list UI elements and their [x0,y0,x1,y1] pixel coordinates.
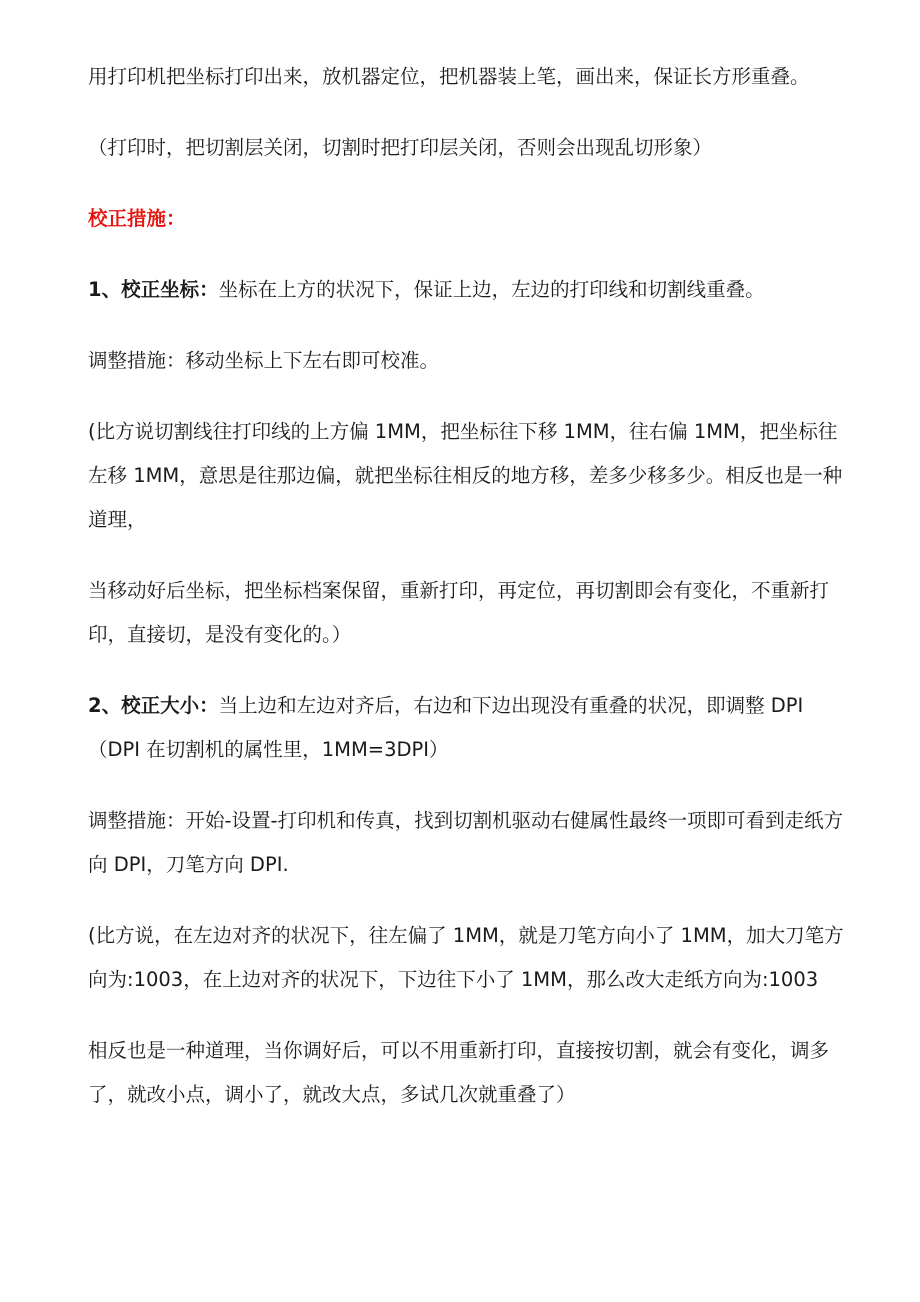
step-1-paragraph [88,268,848,312]
paragraph-layer-note: （打印时，把切割层关闭，切割时把打印层关闭，否则会出现乱切形象） [88,136,713,159]
document-page [88,55,848,1117]
step-1-text: 坐标在上方的状况下，保证上边，左边的打印线和切割线重叠。 [218,278,765,301]
step-1-adjust: 调整措施：移动坐标上下左右即可校准。 [88,349,440,372]
step-2-note: 相反也是一种道理，当你调好后，可以不用重新打印，直接按切割，就会有变化，调多了，就改小点，调小了，就改大点，多试几次就重叠了） [88,1039,830,1106]
step-2-paragraph [88,684,848,772]
step-1-note: 当移动好后坐标，把坐标档案保留，重新打印，再定位，再切割即会有变化，不重新打印，直接切，是没有变化的。） [88,579,830,646]
section-heading-calibration: 校正措施： [88,207,186,230]
paragraph-intro: 用打印机把坐标打印出来，放机器定位，把机器装上笔，画出来，保证长方形重叠。 [88,65,810,88]
step-1-label: 1、校正坐标： [88,278,219,301]
step-1-example: (比方说切割线往打印线的上方偏 1MM，把坐标往下移 1MM，往右偏 1MM，把坐标往左移 1MM，意思是往那边偏，就把坐标往相反的地方移，差多少移多少。相反也是一种道理， [88,420,843,531]
step-2-text: 当上边和左边对齐后，右边和下边出现没有重叠的状况，即调整 DPI（DPI 在切割机的属性里，1MM=3DPI） [88,694,804,761]
step-2-example: (比方说，在左边对齐的状况下，往左偏了 1MM，就是刀笔方向小了 1MM，加大刀笔方向为:1003，在上边对齐的状况下，下边往下小了 1MM，那么改大走纸方向为:1003 [88,924,844,991]
step-2-label: 2、校正大小： [88,694,219,717]
step-2-adjust: 调整措施：开始-设置-打印机和传真，找到切割机驱动右健属性最终一项即可看到走纸方向 DPI，刀笔方向 DPI. [88,809,844,876]
